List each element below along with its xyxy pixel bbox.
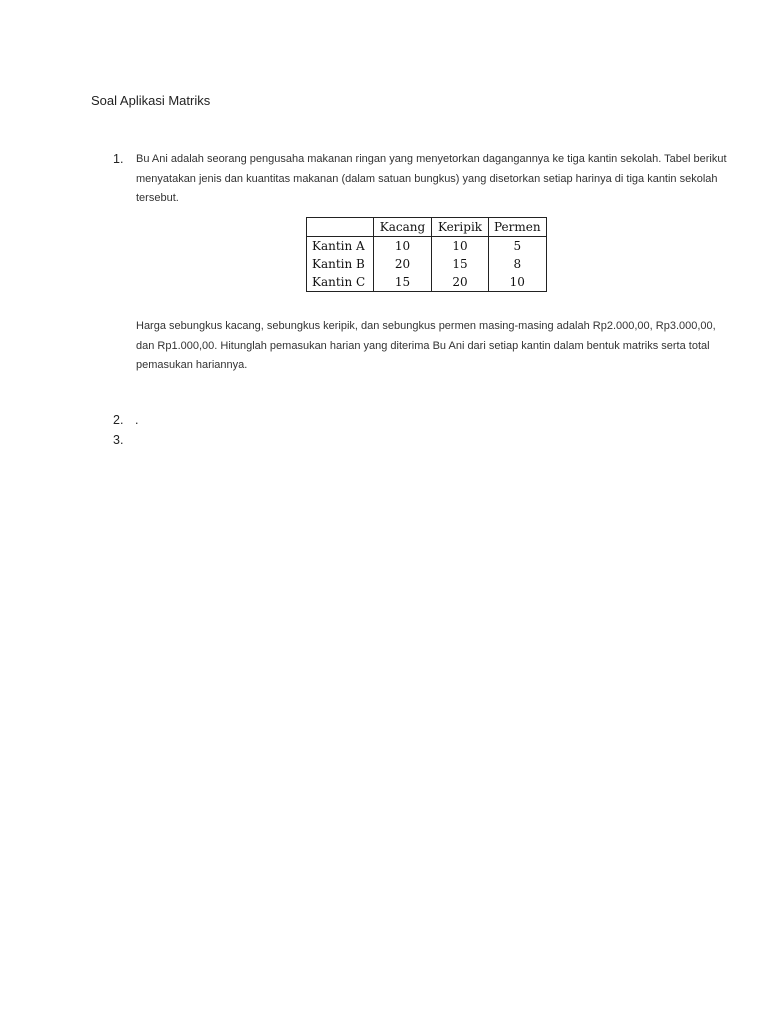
table-cell: 10 — [432, 237, 489, 256]
question-1-number: 1. — [113, 152, 124, 166]
question-2-text: . — [135, 413, 139, 427]
table-cell: 15 — [374, 273, 432, 292]
column-header-keripik: Keripik — [432, 218, 489, 237]
table-corner-cell — [307, 218, 374, 237]
question-1-followup-line: pemasukan hariannya. — [136, 359, 248, 371]
question-2-number: 2. — [113, 413, 124, 427]
row-label: Kantin C — [307, 273, 374, 292]
table-row — [307, 273, 547, 292]
column-header-kacang: Kacang — [374, 218, 432, 237]
question-1-intro-line: menyatakan jenis dan kuantitas makanan (dalam satuan bungkus) yang disetorkan setiap harinya di tiga kantin sekolah — [136, 172, 718, 185]
table-cell: 10 — [489, 273, 547, 292]
row-label: Kantin A — [307, 237, 374, 256]
question-3-number: 3. — [113, 433, 124, 447]
question-1-followup-line: dan Rp1.000,00. Hitunglah pemasukan harian yang diterima Bu Ani dari setiap kantin dalam bentuk matriks serta total — [136, 339, 710, 352]
question-1-intro-line: tersebut. — [136, 192, 179, 204]
table-header-row — [307, 218, 547, 237]
table-cell: 20 — [432, 273, 489, 292]
column-header-permen: Permen — [489, 218, 547, 237]
question-1-followup — [136, 317, 716, 376]
question-1-intro-line: Bu Ani adalah seorang pengusaha makanan ringan yang menyetorkan dagangannya ke tiga kantin sekolah. Tabel berikut — [136, 153, 727, 165]
table-cell: 20 — [374, 255, 432, 273]
quantity-table — [306, 217, 547, 292]
question-1-followup-line: Harga sebungkus kacang, sebungkus keripik, dan sebungkus permen masing-masing adalah Rp2.000,00, Rp3.000,00, — [136, 320, 716, 332]
table-row — [307, 255, 547, 273]
table-cell: 10 — [374, 237, 432, 256]
page-title: Soal Aplikasi Matriks — [91, 93, 211, 108]
table-row — [307, 237, 547, 256]
table-cell: 5 — [489, 237, 547, 256]
question-1-intro — [136, 150, 727, 209]
row-label: Kantin B — [307, 255, 374, 273]
table-cell: 15 — [432, 255, 489, 273]
table-cell: 8 — [489, 255, 547, 273]
